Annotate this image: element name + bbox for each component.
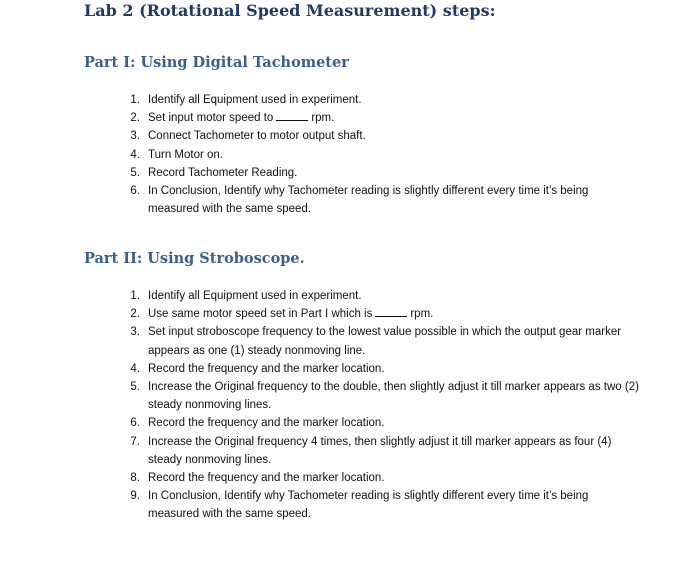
list-item — [0, 414, 640, 432]
step-text: Increase the Original frequency 4 times, then slightly adjust it till marker appears as four (4) steady nonmoving lines. — [148, 435, 612, 466]
fill-in-blank — [276, 110, 308, 121]
step-text-suffix: rpm. — [410, 308, 434, 321]
list-item — [0, 360, 640, 378]
step-text: Identify all Equipment used in experiment. — [148, 290, 362, 302]
step-number: 5. — [130, 381, 140, 394]
list-item — [0, 378, 640, 414]
document-title: Lab 2 (Rotational Speed Measurement) steps: — [84, 1, 496, 20]
list-item — [0, 487, 640, 523]
step-text: Record the frequency and the marker location. — [148, 472, 385, 485]
step-number: 4. — [130, 362, 140, 375]
step-number: 3. — [130, 326, 140, 339]
step-number: 8. — [130, 472, 140, 485]
list-item — [0, 182, 640, 218]
step-number: 2. — [130, 112, 140, 125]
step-text: Set input stroboscope frequency to the lowest value possible in which the output gear marker appears as one (1) steady nonmoving line. — [148, 326, 622, 357]
step-text: Record Tachometer Reading. — [148, 166, 298, 179]
step-text: Identify all Equipment used in experiment. — [148, 94, 362, 106]
step-number: 5. — [130, 166, 140, 179]
step-text: Connect Tachometer to motor output shaft. — [148, 130, 366, 143]
list-item — [0, 433, 640, 469]
fill-in-blank — [375, 306, 407, 317]
step-number: 2. — [130, 308, 140, 321]
part2-steps-list — [0, 287, 640, 524]
step-text: Record the frequency and the marker location. — [148, 362, 385, 375]
list-item — [0, 287, 640, 305]
list-item — [0, 109, 640, 127]
step-text: Use same motor speed set in Part I which is — [148, 308, 373, 321]
list-item — [0, 323, 640, 359]
list-item — [0, 305, 640, 323]
list-item — [0, 127, 640, 145]
step-text: Record the frequency and the marker location. — [148, 417, 385, 430]
step-number: 1. — [130, 94, 140, 106]
list-item — [0, 91, 640, 109]
step-text: Increase the Original frequency to the double, then slightly adjust it till marker appears as two (2) steady nonmoving lines. — [148, 381, 639, 412]
step-number: 7. — [130, 435, 140, 448]
step-number: 1. — [130, 290, 140, 302]
step-text: In Conclusion, Identify why Tachometer reading is slightly different every time it’s being measured with the same speed. — [148, 185, 589, 216]
list-item — [0, 146, 640, 164]
part1-heading: Part I: Using Digital Tachometer — [84, 54, 349, 71]
part1-steps-list — [0, 91, 640, 218]
step-number: 6. — [130, 417, 140, 430]
part2-heading: Part II: Using Stroboscope. — [84, 250, 305, 267]
step-number: 6. — [130, 185, 140, 198]
step-text: Turn Motor on. — [148, 148, 223, 161]
step-number: 4. — [130, 148, 140, 161]
step-text: In Conclusion, Identify why Tachometer reading is slightly different every time it’s being measured with the same speed. — [148, 490, 589, 521]
step-text-suffix: rpm. — [311, 112, 335, 125]
list-item — [0, 164, 640, 182]
step-text: Set input motor speed to — [148, 112, 274, 125]
list-item — [0, 469, 640, 487]
step-number: 3. — [130, 130, 140, 143]
step-number: 9. — [130, 490, 140, 503]
